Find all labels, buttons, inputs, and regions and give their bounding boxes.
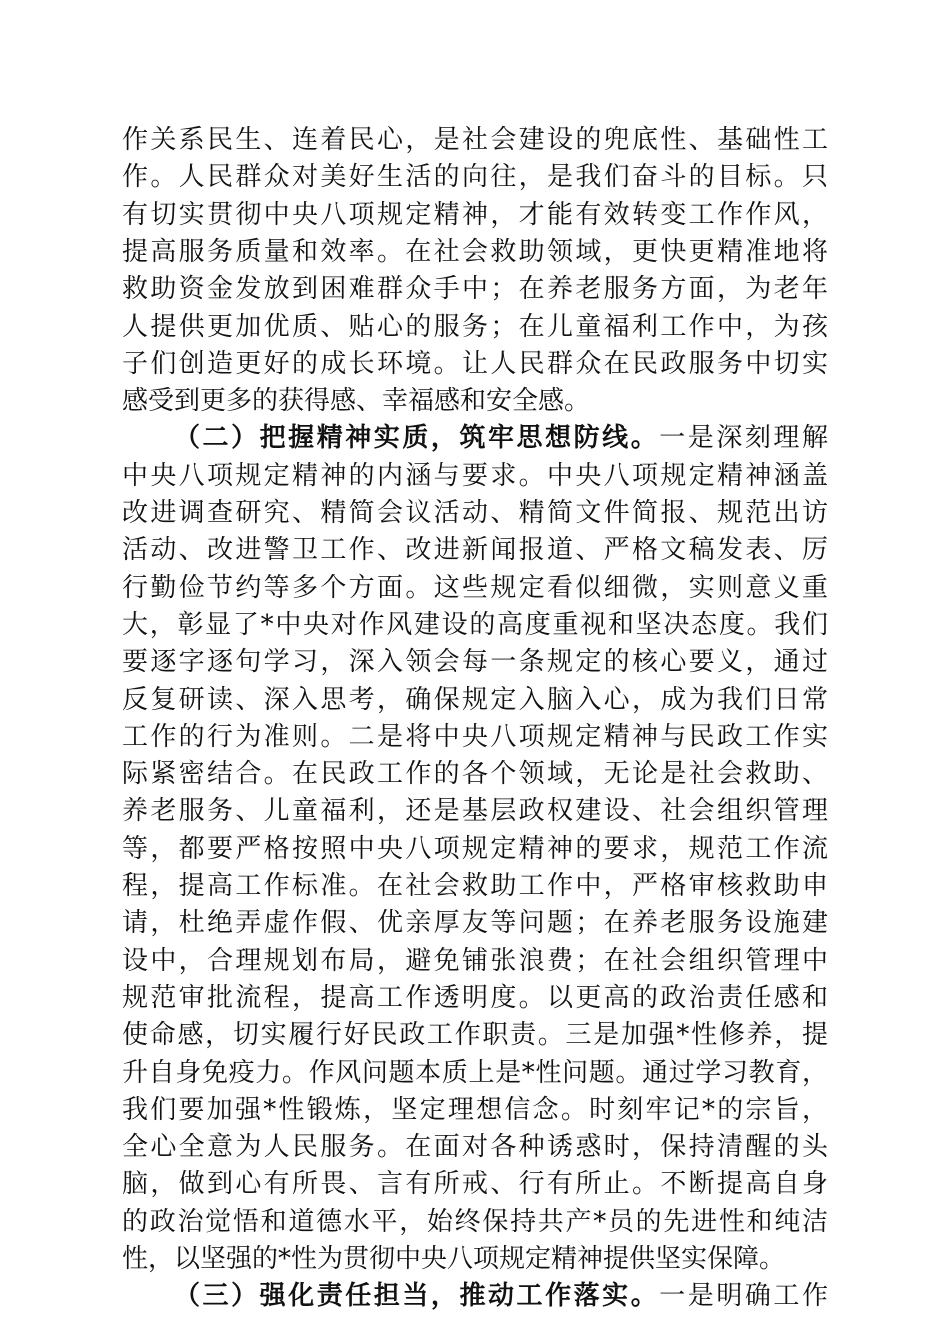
paragraph-2-line-20: 全心全意为人民服务。在面对各种诱惑时，保持清醒的头 (122, 1132, 828, 1163)
paragraph-2-line-10: 际紧密结合。在民政工作的各个领域，无论是社会救助、 (122, 759, 828, 790)
paragraph-2-line-6: 大，彰显了*中央对作风建设的高度重视和坚决态度。我们 (122, 609, 828, 640)
paragraph-3-first-line (174, 1276, 828, 1316)
paragraph-2-line-9: 工作的行为准则。二是将中央八项规定精神与民政工作实 (122, 721, 828, 752)
paragraph-2-line-3: 改进调查研究、精简会议活动、精简文件简报、规范出访 (122, 498, 828, 528)
paragraph-2-line-18: 升自身免疫力。作风问题本质上是*性问题。通过学习教育， (122, 1057, 828, 1088)
paragraph-2-line-23: 性，以坚强的*性为贯彻中央八项规定精神提供坚实保障。 (122, 1244, 786, 1274)
paragraph-2-line-15: 设中，合理规划布局，避免铺张浪费；在社会组织管理中 (122, 945, 828, 976)
paragraph-3-heading: （三）强化责任担当，推动工作落实。 (174, 1281, 660, 1312)
paragraph-2-line-16: 规范审批流程，提高工作透明度。以更高的政治责任感和 (122, 982, 828, 1013)
paragraph-2-first-line-rest: 一是深刻理解 (659, 423, 828, 454)
paragraph-2-line-7: 要逐字逐句学习，深入领会每一条规定的核心要义，通过 (122, 647, 828, 678)
paragraph-1-line-6: 人提供更加优质、贴心的服务；在儿童福利工作中，为孩 (122, 311, 828, 342)
paragraph-1-line-3: 有切实贯彻中央八项规定精神，才能有效转变工作作风， (122, 199, 828, 230)
paragraph-1-line-4: 提高服务质量和效率。在社会救助领域，更快更精准地将 (122, 236, 828, 267)
paragraph-2-heading: （二）把握精神实质，筑牢思想防线。 (174, 423, 660, 454)
paragraph-2-first-line (174, 418, 828, 458)
paragraph-2-line-13: 程，提高工作标准。在社会救助工作中，严格审核救助申 (122, 871, 828, 901)
paragraph-2-line-12: 等，都要严格按照中央八项规定精神的要求，规范工作流 (122, 833, 828, 864)
paragraph-1-line-2: 作。人民群众对美好生活的向往，是我们奋斗的目标。只 (122, 162, 828, 193)
paragraph-2-line-17: 使命感，切实履行好民政工作职责。三是加强*性修养，提 (122, 1020, 828, 1051)
paragraph-1-line-1: 作关系民生、连着民心，是社会建设的兜底性、基础性工 (122, 125, 828, 155)
paragraph-2-line-11: 养老服务、儿童福利，还是基层政权建设、社会组织管理 (122, 796, 828, 827)
paragraph-1-line-7: 子们创造更好的成长环境。让人民群众在民政服务中切实 (122, 348, 828, 379)
paragraph-1-line-5: 救助资金发放到困难群众手中；在养老服务方面，为老年 (122, 274, 828, 305)
paragraph-1-line-8: 感受到更多的获得感、幸福感和安全感。 (122, 386, 591, 417)
paragraph-2-line-22: 的政治觉悟和道德水平，始终保持共产*员的先进性和纯洁 (122, 1206, 828, 1237)
paragraph-2-line-5: 行勤俭节约等多个方面。这些规定看似细微，实则意义重 (122, 572, 828, 603)
paragraph-2-line-14: 请，杜绝弄虚作假、优亲厚友等问题；在养老服务设施建 (122, 908, 828, 939)
paragraph-2-line-2: 中央八项规定精神的内涵与要求。中央八项规定精神涵盖 (122, 460, 828, 491)
paragraph-2-line-8: 反复研读、深入思考，确保规定入脑入心，成为我们日常 (122, 684, 828, 715)
paragraph-3-first-line-rest: 一是明确工作 (659, 1281, 828, 1312)
paragraph-2-line-4: 活动、改进警卫工作、改进新闻报道、严格文稿发表、厉 (122, 535, 828, 566)
paragraph-2-line-19: 我们要加强*性锻炼，坚定理想信念。时刻牢记*的宗旨， (122, 1094, 828, 1125)
paragraph-2-line-21: 脑，做到心有所畏、言有所戒、行有所止。不断提高自身 (122, 1169, 828, 1200)
